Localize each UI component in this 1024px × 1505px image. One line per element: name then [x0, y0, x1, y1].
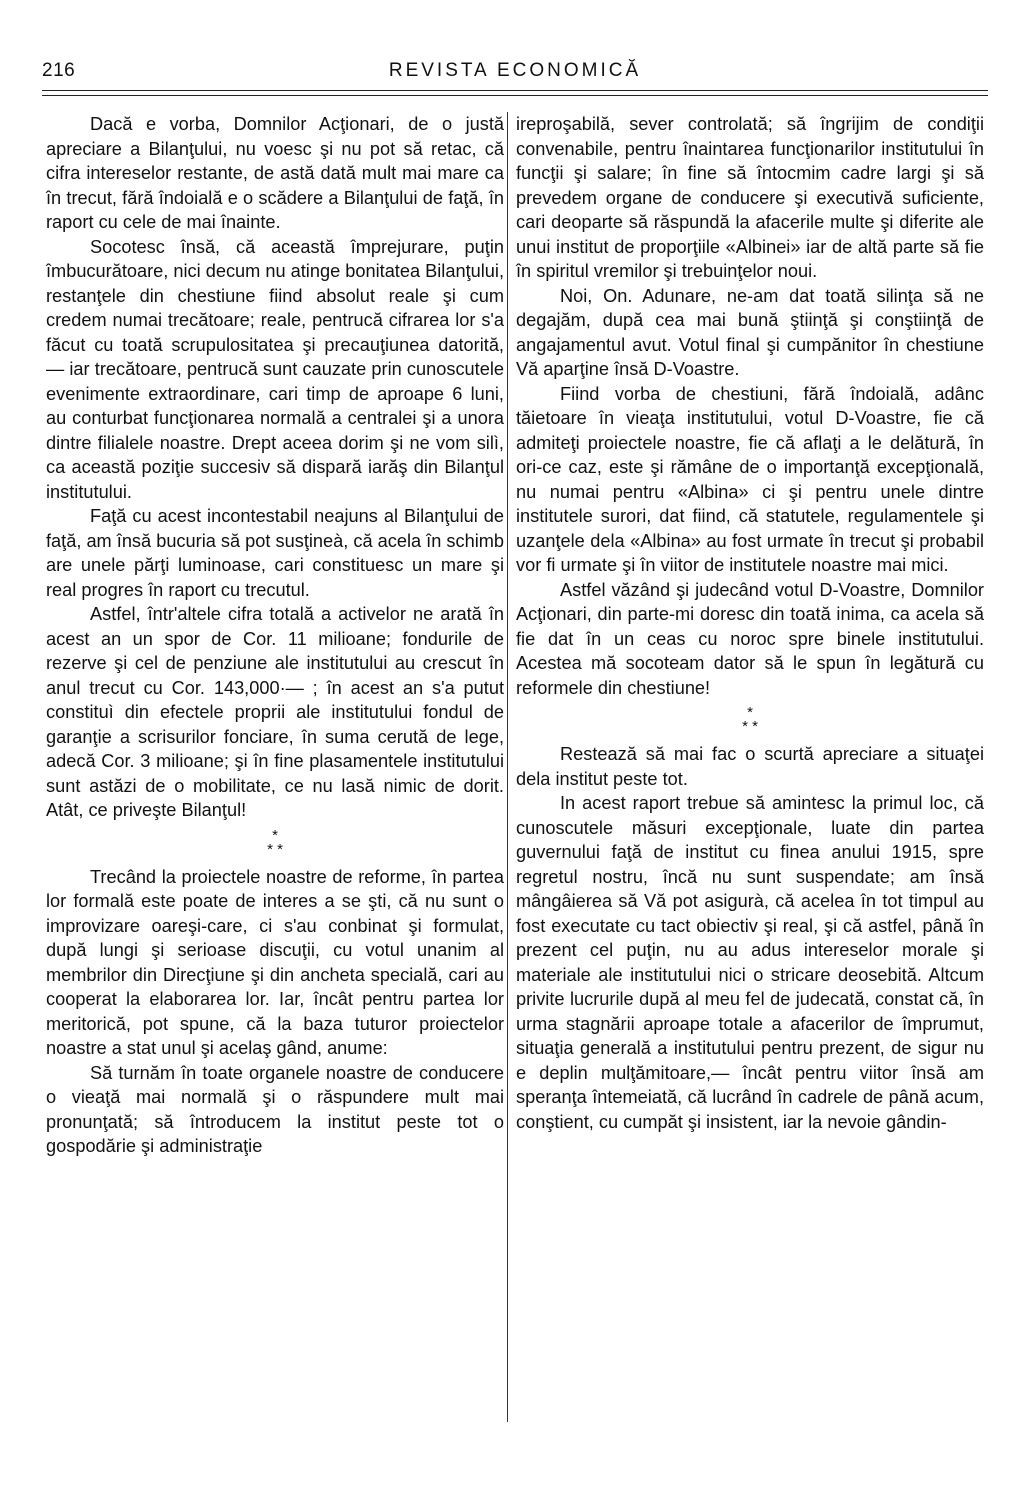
- paragraph: Trecând la proiectele noastre de reforme, în partea lor formală este poate de interes a se şti, că nu sunt o improvizare oareşi-care, ci s'au conbinat şi formulat, după lungi şi serioase discuţii, cu votul unanim al membrilor din Direcţiune şi din ancheta specială, cari au cooperat la elaborarea lor. Iar, încât pentru partea lor meritorică, pot spune, că la baza tuturor proiectelor noastre a stat unul şi acelaş gând, anume:: [46, 866, 504, 1058]
- paragraph: Fiind vorba de chestiuni, fără îndoială, adânc tăietoare în vieaţa institutului, votul D-Voastre, fie că admiteţi proiectele noastre, fie că aflaţi a le delătură, în ori-ce caz, este şi rămâne de o importanţă excepţională, nu numai pentru «Albina» ci şi pentru unele dintre institutele surori, dat fiind, că statutele, regulamentele şi uzanţele dela «Albina» au fost urmate în trecut şi probabil vor fi urmate şi în viitor de institutele noastre mai mici.: [516, 383, 984, 575]
- paragraph: Astfel văzând şi judecând votul D-Voastre, Domnilor Acţionari, din parte-mi doresc din toată inima, ca acela să fie dat în un ceas cu noroc spre binele institutului. Acestea mă socoteam dator să le spun în legătură cu reformele din chestiune!: [516, 579, 984, 698]
- asterism-separator: [46, 826, 504, 858]
- paragraph: Noi, On. Adunare, ne-am dat toată silinţa să ne degajăm, după cea mai bună ştiinţă şi conştiinţă de angajamentul avut. Votul final şi cumpănitor în chestiune Vă aparţine însă D-Voastre.: [516, 285, 984, 379]
- header-rule-top: [42, 90, 988, 91]
- paragraph: Dacă e vorba, Domnilor Acţionari, de o justă apreciare a Bilanţului, nu voesc şi nu pot să retac, că cifra intereselor restante, de astă dată mult mai mare ca în trecut, fără îndoială e o scădere a Bilanţului de faţă, în raport cu cele de mai înainte.: [46, 114, 504, 232]
- asterism-bottom: * *: [267, 840, 283, 858]
- paragraph: Restează să mai fac o scurtă apreciare a situaţei dela institut peste tot.: [516, 744, 984, 789]
- asterism-separator: [516, 706, 984, 734]
- page-number: 216: [42, 60, 76, 81]
- running-title: REVISTA ECONOMICĂ: [388, 60, 642, 81]
- page-header: [42, 60, 988, 86]
- header-rule-bottom: [42, 95, 988, 96]
- paragraph: ireproşabilă, sever controlată; să îngrijim de condiţii convenabile, pentru înaintarea funcţionarilor institutului în funcţii şi salare; în fine să întocmim cadre largi şi să prevedem organe de conducere şi executivă suficiente, cari deoparte să răspundă la afacerile multe şi diferite ale unui institut de proporţiile «Albinei» iar de altă parte să fie în spiritul vremilor şi trebuinţelor noui.: [516, 114, 984, 281]
- left-column: [46, 112, 504, 1159]
- paragraph: Faţă cu acest incontestabil neajuns al Bilanţului de faţă, am însă bucuria să pot susţineà, că acela în schimb are unele părţi luminoase, cari constituesc un mare şi real progres în raport cu trecutul.: [46, 506, 504, 600]
- paragraph: In acest raport trebue să amintesc la primul loc, că cunoscutele măsuri excepţionale, luate din partea guvernului faţă de institut cu finea anului 1915, spre regretul nostru, încă nu sunt suspendate; am însă mângâierea să Vă pot asigurà, că acelea în tot timpul au fost executate cu tact obiectiv şi real, şi că astfel, până în prezent cel puţin, nu au adus intereselor morale şi materiale ale institutului nici o stricare deosebită. Altcum privite lucrurile după al meu fel de judecată, constat că, în urma stagnării aproape totale a afacerilor de împrumut, situaţia generală a institutului pentru prezent, de sigur nu e deplin mulţămitoare,— încât pentru viitor însă am speranţa întemeiată, că lucrând în cadrele de până acum, conştient, cu cumpăt şi insistent, iar la nevoie gândin-: [516, 793, 984, 1132]
- column-divider: [507, 112, 508, 1422]
- paragraph: Să turnăm în toate organele noastre de conducere o vieaţă mai normală şi o răspundere mult mai pronunţată; să întroducem la institut peste tot o gospodărie şi administraţie: [46, 1062, 504, 1156]
- asterism-bottom: * *: [742, 718, 758, 735]
- paragraph: Astfel, într'altele cifra totală a activelor ne arată în acest an un spor de Cor. 11 milioane; fondurile de rezerve şi cel de penziune ale institutului au crescut în anul trecut cu Cor. 143,000·— ; în acest an s'a putut constituì din efectele proprii ale institutului fondul de garanţie a scrisurilor fonciare, în suma cerută de lege, adecă Cor. 3 milioane; şi în fine plasamentele institutului sunt astăzi de o mobilitate, ce nu lasă nimic de dorit. Atât, ce priveşte Bilanţul!: [46, 604, 504, 820]
- asterism-top: *: [747, 704, 753, 721]
- paragraph: Socotesc însă, că această împrejurare, puţin îmbucurătoare, nici decum nu atinge bonitatea Bilanţului, restanţele din chestiune fiind absolut reale şi cum credem numai trecătoare; reale, pentrucă cifrarea lor s'a făcut cu toată scrupulositatea şi precauţiunea datorită, — iar trecătoare, pentrucă sunt cauzate prin cunoscutele evenimente extraordinare, cari timp de aproape 6 luni, au conturbat funcţionarea normală a centralei şi a unora dintre filialele noastre. Drept aceea dorim şi ne vom silì, ca această poziţie succesiv să dispară iarăş din Bilanţul institutului.: [46, 236, 504, 502]
- asterism-top: *: [272, 826, 278, 844]
- right-column: [516, 112, 984, 1134]
